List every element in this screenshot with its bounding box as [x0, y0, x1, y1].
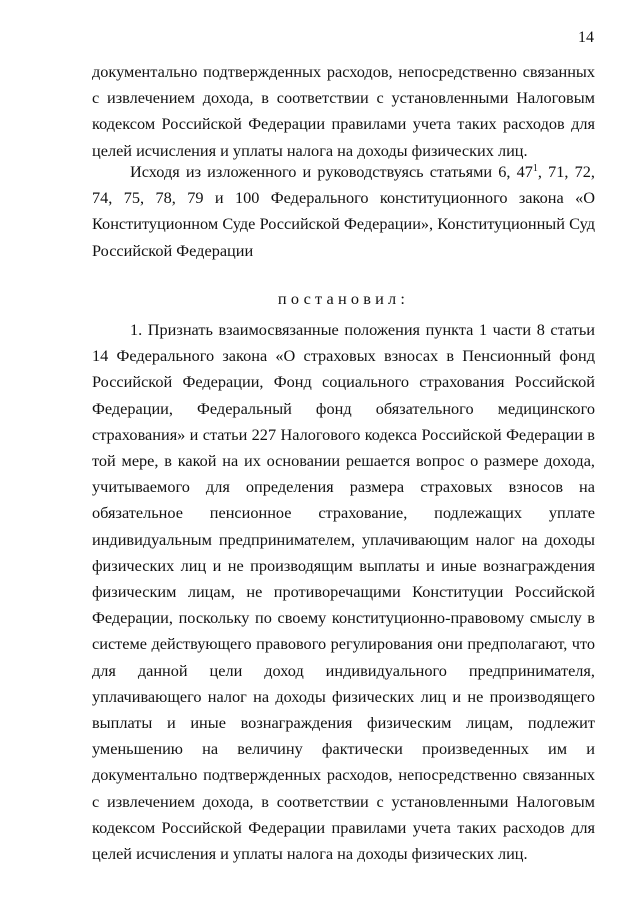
- decision-heading: постановил:: [277, 289, 410, 308]
- paragraph-continuation: [92, 59, 595, 164]
- paragraph-text: 1. Признать взаимосвязанные положения пункта 1 части 8 статьи 14 Федерального закона «О страховых взносах в Пенсионный фонд Российской Федерации, Фонд социального страхования Российской Федерации, Федеральный фонд обязательного медицинского страхования» и статьи 227 Налогового кодекса Российской Федерации в той мере, в какой на их основании решается вопрос о размере дохода, учитываемого для определения размера страховых взносов на обязательное пенсионное страхование, подлежащих уплате индивидуальным предпринимателем, уплачивающим налог на доходы физических лиц и не производящим выплаты и иные вознаграждения физическим лицам, не противоречащими Конституции Российской Федерации, поскольку по своему конституционно-правовому смыслу в системе действующего правового регулирования они предполагают, что для данной цели доход индивидуального предпринимателя, уплачивающего налог на доходы физических лиц и не производящего выплаты и иные вознаграждения физическим лицам, подлежит уменьшению на величину фактически произведенных им и документально подтвержденных расходов, непосредственно связанных с извлечением дохода, в соответствии с установленными Налоговым кодексом Российской Федерации правилами учета таких расходов для целей исчисления и уплаты налога на доходы физических лиц.: [92, 320, 595, 864]
- paragraph-resolution: [92, 317, 595, 867]
- paragraph-grounds: [92, 159, 595, 264]
- page-number: 14: [578, 29, 594, 46]
- paragraph-text-end: , 71, 72, 74, 75, 78, 79 и 100 Федерального конституционного закона «О Конституционном Суде Российской Федерации», Конституционный Суд Российской Федерации: [92, 162, 595, 260]
- paragraph-text: документально подтвержденных расходов, непосредственно связанных с извлечением дохода, в соответствии с установленными Налоговым кодексом Российской Федерации правилами учета таких расходов для целей исчисления и уплаты налога на доходы физических лиц.: [92, 62, 595, 160]
- paragraph-text-start: Исходя из изложенного и руководствуясь статьями 6, 47: [130, 162, 533, 181]
- article-superscript: 1: [532, 163, 538, 174]
- paragraph-text: [92, 159, 595, 264]
